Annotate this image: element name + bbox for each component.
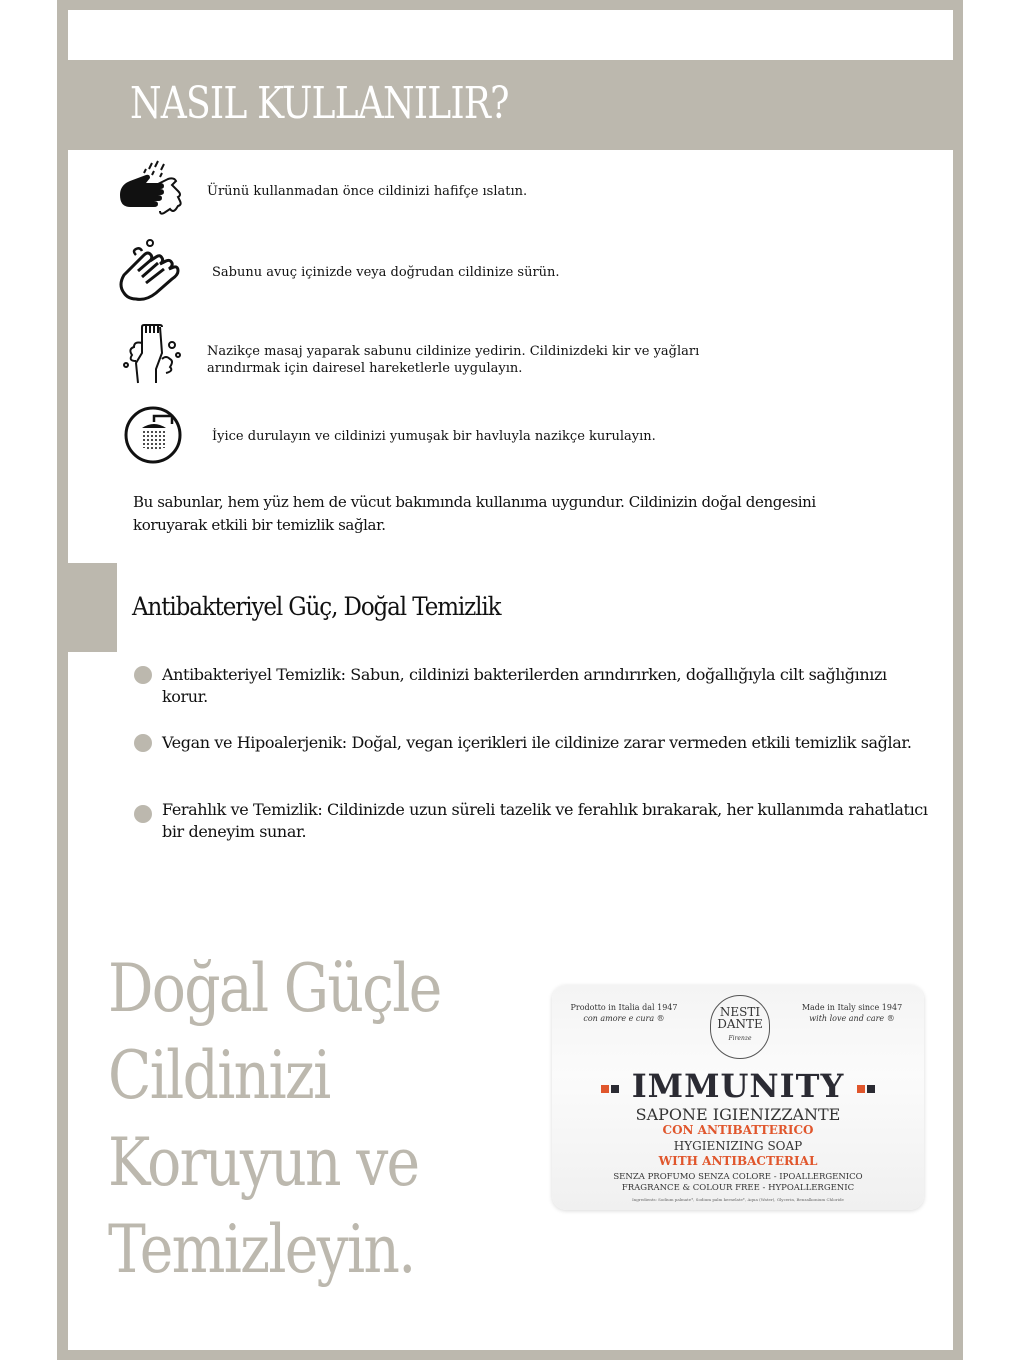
product-line1: SAPONE IGIENIZZANTE	[635, 1105, 841, 1124]
tagline-line: Temizleyin.	[108, 1211, 415, 1288]
tagline-line: Cildinizi	[108, 1037, 330, 1114]
tagline-line: Doğal Güçle	[108, 950, 441, 1027]
product-image-soap	[552, 985, 924, 1210]
decor-squares-icon	[856, 1067, 876, 1105]
step-3	[116, 323, 186, 393]
bullet-dot-icon	[134, 666, 152, 684]
product-ingredients: Ingredients: Sodium palmate*, Sodium palm kernelate*, Aqua (Water), Glycerin, Benzalkonium Chloride	[632, 1197, 844, 1202]
product-line6: FRAGRANCE & COLOUR FREE - HYPOALLERGENIC	[621, 1183, 855, 1193]
step-2-text: Sabunu avuç içinizde veya doğrudan cildinize sürün.	[212, 265, 560, 280]
shower-icon	[116, 400, 186, 470]
bullet-dot-icon	[134, 805, 152, 823]
section-accent-block	[68, 563, 117, 652]
decor-squares-icon	[600, 1067, 620, 1105]
step-2	[116, 235, 186, 305]
intro-paragraph: Bu sabunlar, hem yüz hem de vücut bakımında kullanıma uygundur. Cildinizin doğal dengesini koruyarak etkili bir temizlik sağlar.	[133, 493, 816, 534]
logo-line1: NESTI	[719, 1005, 761, 1019]
product-origin-it	[564, 1002, 684, 1024]
origin-it-line1: Prodotto in Italia dal 1947	[570, 1003, 678, 1012]
product-line3: HYGIENIZING SOAP	[673, 1139, 803, 1153]
logo-city: Firenze	[728, 1035, 752, 1042]
product-brand	[552, 1067, 924, 1105]
step-1	[116, 155, 186, 225]
product-line2: CON ANTIBATTERICO	[662, 1123, 814, 1137]
step-4-text: İyice durulayın ve cildinizi yumuşak bir havluyla nazikçe kurulayın.	[212, 429, 656, 444]
bullet-text: Antibakteriyel Temizlik: Sabun, cildinizi bakterilerden arındırırken, doğallığıyla cilt sağlığınızı korur.	[162, 665, 887, 706]
step-3-text-line2: arındırmak için dairesel hareketlerle uygulayın.	[207, 361, 523, 376]
origin-en-line2: with love and care ®	[809, 1014, 895, 1023]
bullet-text: Ferahlık ve Temizlik: Cildinizde uzun süreli tazelik ve ferahlık bırakarak, her kullanımda rahatlatıcı bir deneyim sunar.	[162, 800, 928, 841]
product-line5: SENZA PROFUMO SENZA COLORE - IPOALLERGENICO	[613, 1172, 863, 1182]
product-brand-name: IMMUNITY	[631, 1067, 845, 1105]
soap-hands-icon	[116, 235, 186, 305]
step-1-text: Ürünü kullanmadan önce cildinizi hafifçe ıslatın.	[207, 184, 528, 199]
tagline	[108, 945, 441, 1293]
brand-logo	[710, 995, 770, 1059]
tagline-line: Koruyun ve	[108, 1124, 419, 1201]
product-line4: WITH ANTIBACTERIAL	[658, 1154, 818, 1168]
step-4	[116, 400, 186, 470]
step-3-text-line1: Nazikçe masaj yaparak sabunu cildinize yedirin. Cildinizdeki kir ve yağları	[207, 344, 700, 359]
banner-title: NASIL KULLANILIR?	[130, 78, 509, 129]
origin-it-line2: con amore e cura ®	[583, 1014, 665, 1023]
product-origin-en	[792, 1002, 912, 1024]
wet-hands-icon	[116, 155, 186, 225]
section-title: Antibakteriyel Güç, Doğal Temizlik	[132, 592, 501, 621]
logo-line2: DANTE	[717, 1017, 763, 1031]
origin-en-line1: Made in Italy since 1947	[801, 1003, 903, 1012]
bullet-dot-icon	[134, 734, 152, 752]
massage-hands-icon	[116, 323, 186, 393]
bullet-text: Vegan ve Hipoalerjenik: Doğal, vegan içerikleri ile cildinize zarar vermeden etkili temizlik sağlar.	[162, 733, 912, 752]
